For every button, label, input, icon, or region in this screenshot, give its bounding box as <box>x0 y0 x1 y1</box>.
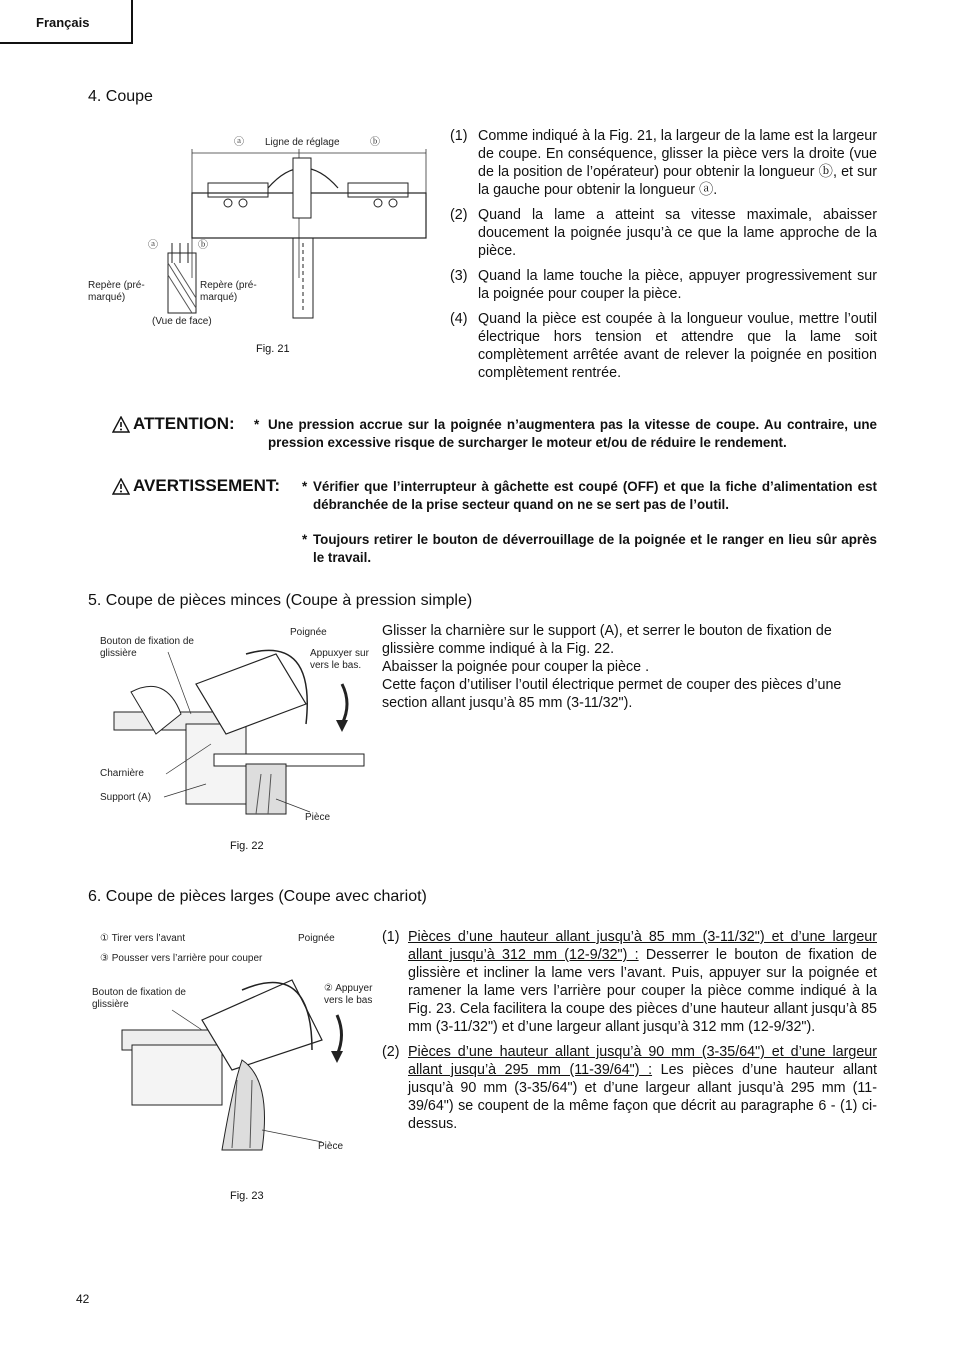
step-4-1: (1) Comme indiqué à la Fig. 21, la largeur de la lame est la largeur de coupe. En conséquence, glisser la pièce vers la droite (vue de la position de l’opérateur) pour obtenir la longueur ⓑ, et sur la gauche pour obtenir la longueur ⓐ. <box>450 128 877 198</box>
section-5-text <box>382 622 877 712</box>
warning-triangle-icon <box>112 478 130 495</box>
attention-text: Une pression accrue sur la poignée n’augmentera pas la vitesse de coupe. Au contraire, une pression excessive risque de surcharger le moteur et/ou de réduire le rendement. <box>268 417 877 450</box>
step-4-3: (3) Quand la lame touche la pièce, appuyer progressivement sur la poignée pour couper la pièce. <box>450 268 877 302</box>
avertissement-label: AVERTISSEMENT: <box>112 476 280 496</box>
page-number: 42 <box>76 1292 90 1306</box>
section-4-title: 4. Coupe <box>88 88 153 105</box>
section-6-title: 6. Coupe de pièces larges (Coupe avec chariot) <box>88 888 427 905</box>
attention-label: ATTENTION: <box>112 414 235 434</box>
fig22-label-support: Support (A) <box>100 792 152 803</box>
step-4-4: (4) Quand la pièce est coupée à la longueur voulue, mettre l’outil électrique hors tension et attendre que la lame soit complètement arrêtée avant de relever la poignée en position complètement rentrée. <box>450 311 877 381</box>
step-4-2: (2) Quand la lame a atteint sa vitesse maximale, abaisser doucement la poignée jusqu’à ce que la lame approche de la pièce. <box>450 207 877 259</box>
avertissement-bullet-2: * <box>302 532 308 547</box>
avertissement-text-2: Toujours retirer le bouton de déverrouillage de la poignée et le ranger en lieu sûr après le travail. <box>313 532 877 565</box>
section-6-steps <box>382 928 877 1140</box>
fig21-label-ligne: Ligne de réglage <box>265 137 340 148</box>
figure-22 <box>96 624 380 830</box>
language-tab: Français <box>0 0 133 44</box>
section-4-steps <box>450 127 877 389</box>
figure-21 <box>88 133 428 333</box>
step-6-1: (1) Pièces d’une hauteur allant jusqu’à 85 mm (3-11/32") et d’une largeur allant jusqu’à 312 mm (12-9/32") : Desserrer le bouton de fixation de glissière et incliner la lame vers l’avant. Puis, appuyer sur la poignée et ramener la lame vers l’arrière pour couper la pièce comme indiqué à la Fig. 23. Cela facilitera la coupe des pièces d’une hauteur allant jusqu’à 85 mm (3-11/32") et d’une largeur allant jusqu’à 312 mm (12-9/32"). <box>382 929 877 1035</box>
fig22-label-appuyer: Appuxyer sur vers le bas. <box>310 648 369 671</box>
step-6-2: (2) Pièces d’une hauteur allant jusqu’à 90 mm (3-35/64") et d’une largeur allant jusqu’à 295 mm (11-39/64") : Les pièces d’une hauteur allant jusqu’à 90 mm (3-35/64") et d’une largeur allant jusqu’à 295 mm (11-39/64") se coupent de la même façon que décrit au paragraphe 6 - (1) ci-dessus. <box>382 1044 878 1132</box>
fig21-label-b2: ⓑ <box>198 240 208 251</box>
figure-22-caption: Fig. 22 <box>230 840 264 852</box>
section-5-paragraph: Cette façon d’utiliser l’outil électrique permet de couper des pièces d’une section allant jusqu’à 85 mm (3-11/32"). <box>382 677 842 711</box>
fig21-label-repere-a: Repère (pré-marqué) <box>88 280 145 303</box>
figure-23 <box>92 930 384 1156</box>
fig21-label-b: ⓑ <box>370 137 380 148</box>
section-5-paragraph: Abaisser la poignée pour couper la pièce . <box>382 659 650 675</box>
fig23-label-tirer: ① Tirer vers l’avant <box>100 933 186 944</box>
fig23-label-pousser: ③ Pousser vers l’arrière pour couper <box>100 953 263 964</box>
fig23-label-poignee: Poignée <box>298 933 335 944</box>
fig23-label-piece: Pièce <box>318 1141 344 1152</box>
section-5-paragraph: Glisser la charnière sur le support (A), et serrer le bouton de fixation de glissière comme indiqué à la Fig. 22. <box>382 623 832 657</box>
attention-bullet: * <box>254 417 260 432</box>
fig22-label-poignee: Poignée <box>290 627 327 638</box>
avertissement-text-1: Vérifier que l’interrupteur à gâchette est coupé (OFF) et que la fiche d’alimentation est débranchée de la prise secteur quand on ne se sert pas de l’outil. <box>313 479 877 512</box>
fig21-label-a: ⓐ <box>234 137 244 148</box>
fig23-label-appuyer: ② Appuyer vers le bas <box>324 983 373 1006</box>
figure-21-caption: Fig. 21 <box>256 343 290 355</box>
fig21-label-vue: (Vue de face) <box>152 316 212 327</box>
warning-triangle-icon <box>112 416 130 433</box>
fig22-label-bouton: Bouton de fixation de glissière <box>100 636 194 659</box>
fig21-label-repere-b: Repère (pré-marqué) <box>200 280 257 303</box>
avertissement-bullet-1: * <box>302 479 308 494</box>
fig22-label-piece: Pièce <box>305 812 331 823</box>
fig21-label-a2: ⓐ <box>148 240 158 251</box>
fig22-label-charniere: Charnière <box>100 768 144 779</box>
figure-23-caption: Fig. 23 <box>230 1190 264 1202</box>
section-5-title: 5. Coupe de pièces minces (Coupe à pression simple) <box>88 592 473 609</box>
fig23-label-bouton: Bouton de fixation de glissière <box>92 987 186 1010</box>
